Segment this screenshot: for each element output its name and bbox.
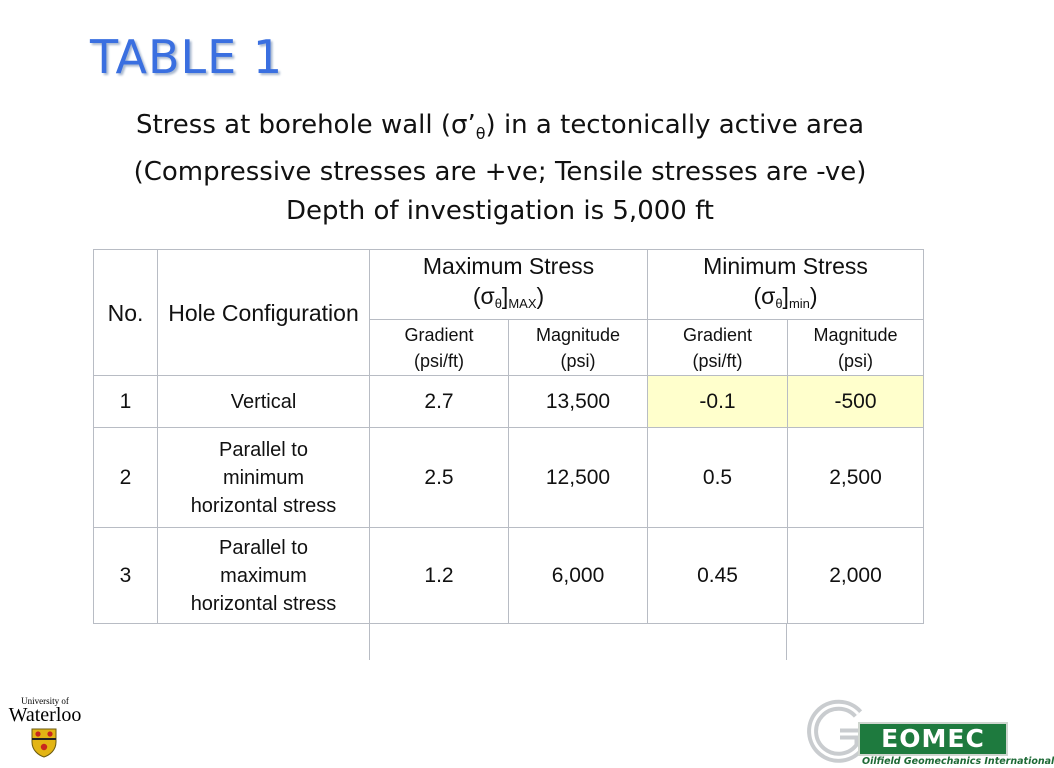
min-stress-symbol [648,281,923,319]
stress-table [93,249,924,624]
gradient-label: Gradient [682,324,753,345]
table-caption [0,106,1000,231]
university-of-waterloo-logo [0,696,90,762]
magnitude-unit: (psi) [838,350,873,371]
row-3-min-gradient: 0.45 [648,528,788,624]
row-1-max-gradient: 2.7 [370,376,509,428]
min-sym-sub: θ [775,295,783,311]
header-minimum-stress [648,250,924,320]
row-1-max-magnitude: 13,500 [509,376,648,428]
theta-subscript: θ [475,124,486,143]
header-min-magnitude [788,320,924,376]
row-1-config [158,376,370,428]
grid-line [369,624,370,660]
magnitude-unit: (psi) [560,350,596,371]
header-min-gradient [648,320,788,376]
row-2-config [158,428,370,528]
row-3-min-magnitude: 2,000 [788,528,924,624]
magnitude-label: Magnitude [535,324,621,345]
config-line: horizontal stress [190,494,337,517]
caption-line-2: (Compressive stresses are +ve; Tensile stresses are -ve) [133,157,867,187]
row-3-max-gradient: 1.2 [370,528,509,624]
geomec-tagline: Oilfield Geomechanics International [862,756,1054,767]
table-row [94,428,924,528]
gradient-unit: (psi/ft) [692,350,743,371]
max-sym-pre: (σ [472,282,495,309]
caption-line-1-end: ) in a tectonically active area [485,110,865,140]
row-1-no: 1 [94,376,158,428]
gradient-label: Gradient [404,324,474,345]
gradient-unit: (psi/ft) [413,350,464,371]
shield-icon [31,728,57,758]
min-sym-pre: (σ [753,282,776,309]
slide-title: TABLE 1 [90,30,284,84]
row-2-min-gradient: 0.5 [648,428,788,528]
geomec-logo [806,700,1054,768]
header-no: No. [94,250,158,376]
table-row [94,376,924,428]
max-stress-symbol [370,281,647,319]
max-sym-post: ) [536,282,545,309]
row-2-no: 2 [94,428,158,528]
caption-line-1 [0,106,1000,153]
row-3-no: 3 [94,528,158,624]
row-2-max-gradient: 2.5 [370,428,509,528]
max-stress-label: Maximum Stress [422,252,595,279]
magnitude-label: Magnitude [813,324,898,345]
min-sym-sub2: min [788,295,810,311]
header-max-gradient [370,320,509,376]
header-maximum-stress [370,250,648,320]
grid-line [786,624,787,660]
header-hole-configuration: Hole Configuration [158,250,370,376]
row-2-min-magnitude: 2,500 [788,428,924,528]
max-sym-mid: ] [501,282,509,309]
row-3-max-magnitude: 6,000 [509,528,648,624]
min-sym-mid: ] [782,282,789,309]
max-sym-sub: θ [494,295,502,311]
row-1-min-magnitude: -500 [788,376,924,428]
config-line: Vertical [230,390,297,413]
row-3-config [158,528,370,624]
min-stress-label: Minimum Stress [703,252,868,279]
config-line: maximum [220,564,307,587]
max-sym-sub2: MAX [508,295,537,311]
config-line: horizontal stress [190,592,337,615]
logo-name-text: Waterloo [8,704,82,726]
caption-line-3: Depth of investigation is 5,000 ft [286,196,714,226]
table-row [94,528,924,624]
caption-line-1-text: Stress at borehole wall (σ’ [135,110,476,140]
header-max-magnitude [509,320,648,376]
logo-small-text: University of [21,696,69,706]
row-2-max-magnitude: 12,500 [509,428,648,528]
min-sym-post: ) [809,282,818,309]
config-line: minimum [222,466,305,489]
geomec-name-badge: EOMEC [858,722,1008,756]
config-line: Parallel to [219,438,308,461]
row-1-min-gradient: -0.1 [648,376,788,428]
config-line: Parallel to [219,536,308,559]
